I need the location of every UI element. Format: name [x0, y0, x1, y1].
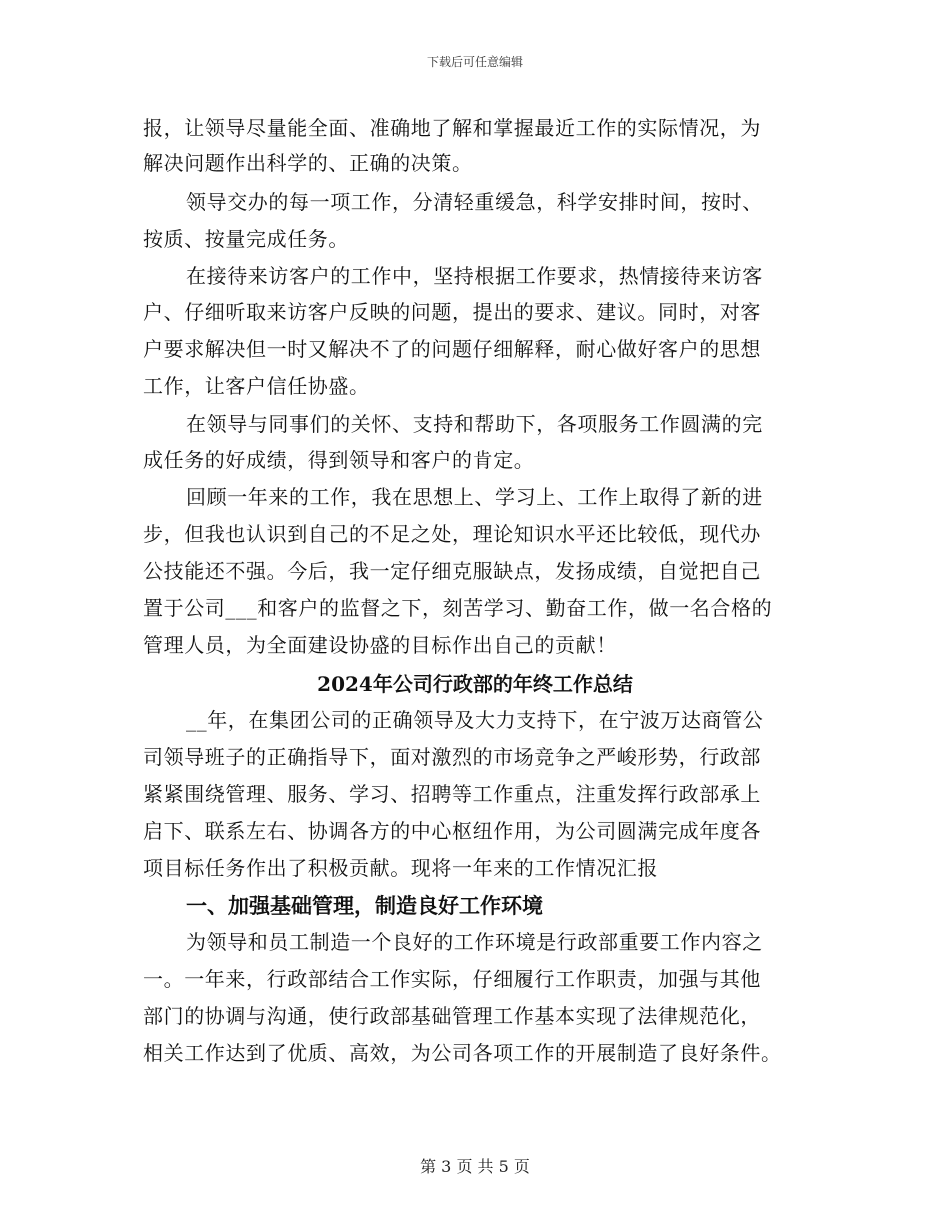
body-line: 工作，让客户信任协盛。 [143, 374, 370, 398]
body-line: 在领导与同事们的关怀、支持和帮助下，各项服务工作圆满的完 [186, 412, 763, 436]
body-line: __年，在集团公司的正确领导及大力支持下，在宁波万达商管公 [186, 708, 764, 732]
body-line: 紧紧围绕管理、服务、学习、招聘等工作重点，注重发挥行政部承上 [143, 782, 761, 806]
body-line: 置于公司___和客户的监督之下，刻苦学习、勤奋工作，做一名合格的 [143, 596, 773, 620]
body-line: 报，让领导尽量能全面、准确地了解和掌握最近工作的实际情况，为 [143, 116, 761, 140]
body-line: 回顾一年来的工作，我在思想上、学习上、工作上取得了新的进 [186, 485, 763, 509]
section-heading: 一、加强基础管理，制造良好工作环境 [186, 893, 543, 918]
body-line: 公技能还不强。今后，我一定仔细克服缺点，发扬成绩，自觉把自己 [143, 559, 761, 583]
body-line: 在接待来访客户的工作中，坚持根据工作要求，热情接待来访客 [186, 264, 763, 288]
body-line: 为领导和员工制造一个良好的工作环境是行政部重要工作内容之 [186, 930, 763, 954]
body-line: 司领导班子的正确指导下，面对激烈的市场竞争之严峻形势，行政部 [143, 745, 761, 769]
page-footer: 第 3 页 共 5 页 [420, 1157, 530, 1176]
body-line: 户、仔细听取来访客户反映的问题，提出的要求、建议。同时，对客 [143, 300, 761, 324]
page-header: 下载后可任意编辑 [426, 55, 523, 69]
body-line: 部门的协调与沟通，使行政部基础管理工作基本实现了法律规范化， [143, 1004, 761, 1028]
body-line: 解决问题作出科学的、正确的决策。 [143, 151, 473, 175]
body-line: 按质、按量完成任务。 [143, 227, 349, 251]
body-line: 管理人员，为全面建设协盛的目标作出自己的贡献！ [143, 633, 617, 657]
body-line: 领导交办的每一项工作，分清轻重缓急，科学安排时间，按时、 [186, 190, 763, 214]
body-line: 相关工作达到了优质、高效，为公司各项工作的开展制造了良好条件。 [143, 1041, 782, 1065]
body-line: 项目标任务作出了积极贡献。现将一年来的工作情况汇报 [143, 856, 658, 880]
body-line: 户要求解决但一时又解决不了的问题仔细解释，耐心做好客户的思想 [143, 337, 761, 361]
document-title: 2024年公司行政部的年终工作总结 [317, 672, 633, 696]
body-line: 启下、联系左右、协调各方的中心枢纽作用，为公司圆满完成年度各 [143, 819, 761, 843]
body-line: 成任务的好成绩，得到领导和客户的肯定。 [143, 448, 535, 472]
body-line: 一。一年来，行政部结合工作实际，仔细履行工作职责，加强与其他 [143, 967, 761, 991]
body-line: 步，但我也认识到自己的不足之处，理论知识水平还比较低，现代办 [143, 522, 761, 546]
